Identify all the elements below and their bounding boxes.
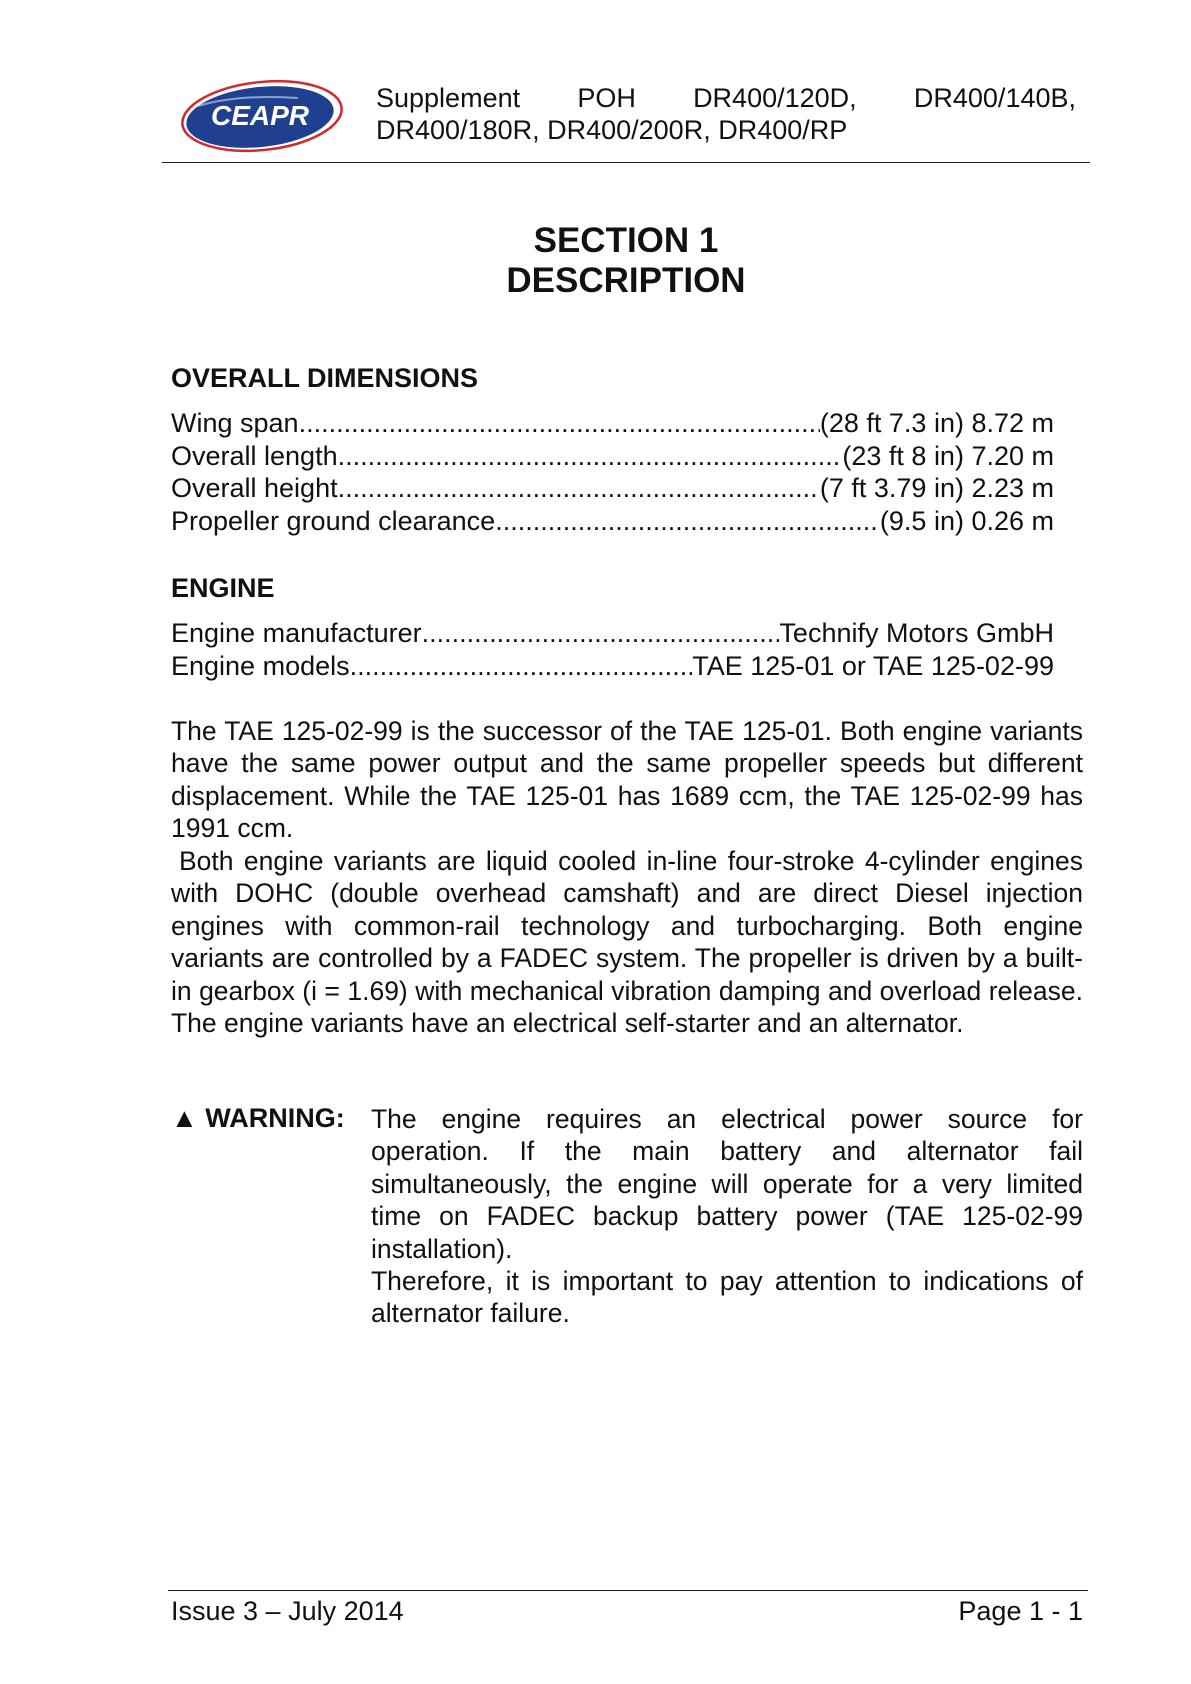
spec-row <box>171 618 1054 651</box>
spec-row <box>171 651 1054 684</box>
spec-row <box>171 408 1054 441</box>
dot-leader <box>338 473 820 504</box>
section-number: SECTION 1 <box>533 221 719 260</box>
engine-heading: ENGINE <box>171 573 275 603</box>
spec-label: Engine manufacturer <box>171 618 422 648</box>
dot-leader <box>495 506 880 537</box>
warning-text-2: Therefore, it is important to pay attention to indications of alternator failure. <box>371 1266 1083 1329</box>
header-word-dr400-140b: DR400/140B, <box>913 83 1076 113</box>
header-divider <box>162 162 1090 163</box>
spec-row <box>171 441 1054 474</box>
header-word-dr400-120d: DR400/120D, <box>693 83 857 113</box>
dot-leader <box>350 651 693 682</box>
spec-value: (7 ft 3.79 in) 2.23 m <box>819 473 1054 503</box>
spec-value: (9.5 in) 0.26 m <box>879 505 1054 536</box>
spec-label: Engine models <box>171 650 350 681</box>
dimensions-list <box>171 408 1054 538</box>
header-title <box>376 82 1076 146</box>
spec-label: Wing span <box>171 408 299 438</box>
section-title: DESCRIPTION <box>506 261 746 300</box>
dot-leader <box>338 441 843 472</box>
spec-label: Overall height <box>171 473 338 503</box>
dimensions-heading: OVERALL DIMENSIONS <box>171 363 479 393</box>
engine-paragraph-1: The TAE 125-02-99 is the successor of the TAE 125-01. Both engine variants have the same power output and the same propeller speeds but different displacement. While the TAE 125-01 has 1689 ccm, the TAE 125-02-99 has 1991 ccm. <box>171 716 1083 844</box>
spec-label: Overall length <box>171 440 338 471</box>
warning-text <box>371 1103 1083 1330</box>
spec-value: TAE 125-01 or TAE 125-02-99 <box>692 650 1054 681</box>
engine-paragraph-2: Both engine variants are liquid cooled in-line four-stroke 4-cylinder engines with DOHC (double overhead camshaft) and are direct Diesel injection engines with common-rail technology and turbocharging. Both engine variants are controlled by a FADEC system. The propeller is driven by a built-in gearbox (i = 1.69) with mechanical vibration damping and overload release. The engine variants have an electrical self-starter and an alternator. <box>171 846 1083 1039</box>
engine-list <box>171 618 1054 683</box>
dot-leader <box>299 408 820 439</box>
spec-value: Technify Motors GmbH <box>779 618 1054 648</box>
footer-issue: Issue 3 – July 2014 <box>171 1596 404 1626</box>
header-line-2: DR400/180R, DR400/200R, DR400/RP <box>376 115 848 145</box>
spec-row <box>171 506 1054 539</box>
header-word-poh: POH <box>577 83 636 113</box>
ceapr-logo-graphic <box>178 76 346 154</box>
warning-text-1: The engine requires an electrical power source for operation. If the main battery and alternator fail simultaneously, the engine will operate for a very limited time on FADEC backup battery power (TAE 125-02-99 installation). <box>371 1104 1083 1264</box>
logo-text: CEAPR <box>210 100 310 131</box>
footer-divider <box>168 1590 1088 1591</box>
warning-triangle-icon: ▲ <box>171 1103 198 1133</box>
ceapr-logo <box>178 76 346 154</box>
footer-page-number: Page 1 - 1 <box>958 1596 1083 1626</box>
warning-label <box>171 1103 345 1134</box>
dot-leader <box>422 618 780 649</box>
warning-label-text: WARNING: <box>205 1103 345 1133</box>
header-word-supplement: Supplement <box>376 83 521 113</box>
spec-value: (23 ft 8 in) 7.20 m <box>842 440 1054 471</box>
spec-row <box>171 473 1054 506</box>
spec-label: Propeller ground clearance <box>171 505 496 536</box>
spec-value: (28 ft 7.3 in) 8.72 m <box>819 408 1054 438</box>
